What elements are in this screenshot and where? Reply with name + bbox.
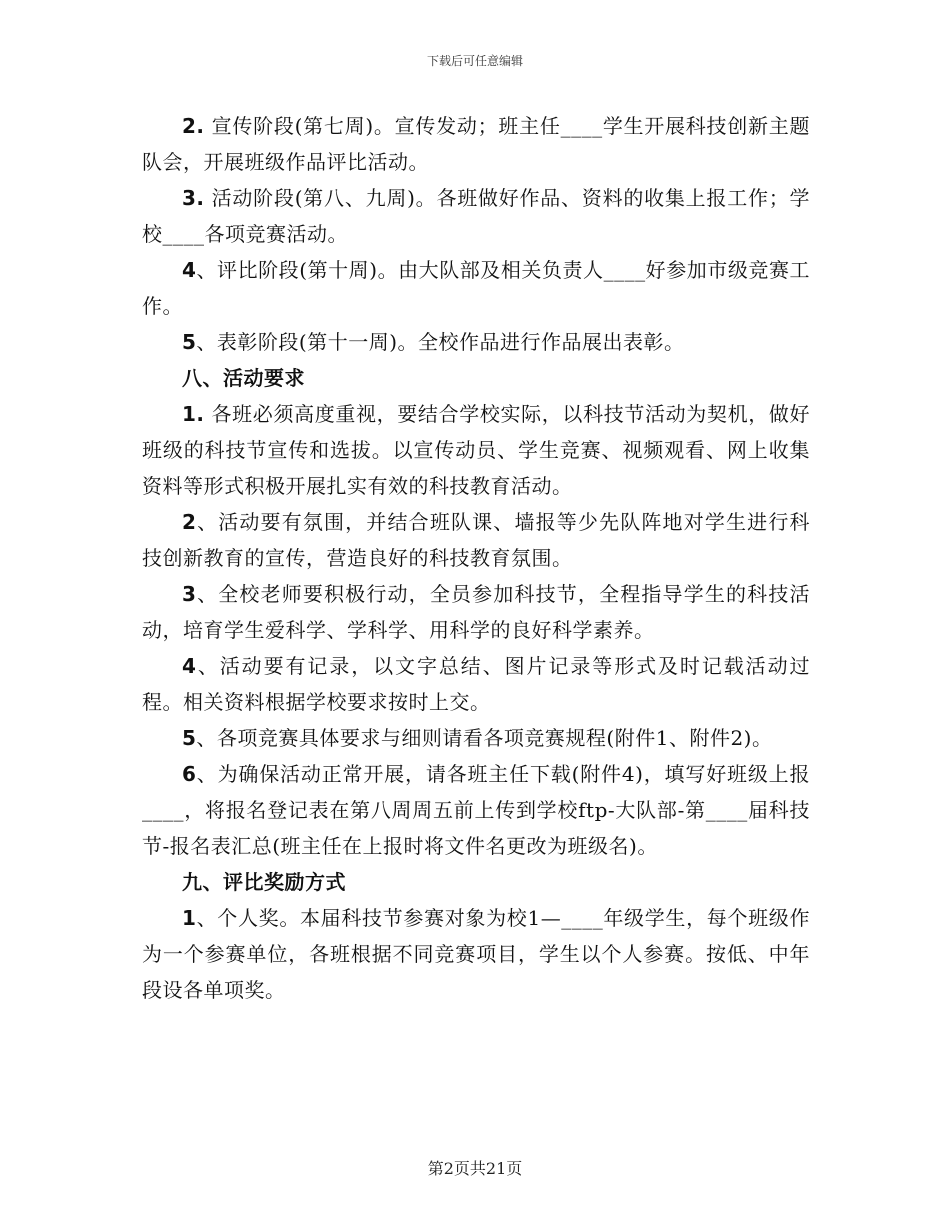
paragraph bbox=[142, 180, 810, 252]
paragraph bbox=[142, 900, 810, 1008]
section-heading: 九、评比奖励方式 bbox=[182, 870, 346, 894]
paragraph-text: 、活动要有记录，以文字总结、图片记录等形式及时记载活动过程。相关资料根据学校要求按时上交。 bbox=[142, 654, 810, 714]
paragraph-text: 宣传阶段(第七周)。宣传发动；班主任____学生开展科技创新主题队会，开展班级作品评比活动。 bbox=[142, 114, 810, 174]
item-number: 6 bbox=[182, 762, 197, 786]
item-number: 2 bbox=[182, 510, 197, 534]
paragraph bbox=[142, 648, 810, 720]
paragraph-text: 各班必须高度重视，要结合学校实际，以科技节活动为契机，做好班级的科技节宣传和选拔。以宣传动员、学生竞赛、视频观看、网上收集资料等形式积极开展扎实有效的科技教育活动。 bbox=[142, 402, 810, 498]
item-number: 3. bbox=[182, 186, 205, 210]
item-number: 2. bbox=[182, 114, 205, 138]
paragraph-text: 、评比阶段(第十周)。由大队部及相关负责人____好参加市级竞赛工作。 bbox=[142, 258, 810, 318]
item-number: 4 bbox=[182, 258, 197, 282]
paragraph-text: 、活动要有氛围，并结合班队课、墙报等少先队阵地对学生进行科技创新教育的宣传，营造良好的科技教育氛围。 bbox=[142, 510, 810, 570]
paragraph bbox=[142, 252, 810, 324]
item-number: 3 bbox=[182, 582, 197, 606]
section-heading: 八、活动要求 bbox=[182, 366, 305, 390]
paragraph-text: 活动阶段(第八、九周)。各班做好作品、资料的收集上报工作；学校____各项竞赛活动。 bbox=[142, 186, 810, 246]
paragraph bbox=[142, 396, 810, 504]
paragraph-text: 、表彰阶段(第十一周)。全校作品进行作品展出表彰。 bbox=[196, 330, 685, 354]
paragraph bbox=[142, 720, 810, 756]
item-number: 5 bbox=[182, 330, 197, 354]
page-header: 下载后可任意编辑 bbox=[426, 54, 523, 68]
paragraph bbox=[142, 324, 810, 360]
paragraph-text: 、全校老师要积极行动，全员参加科技节，全程指导学生的科技活动，培育学生爱科学、学科学、用科学的良好科学素养。 bbox=[142, 582, 810, 642]
page-footer: 第2页共21页 bbox=[427, 1159, 523, 1178]
paragraph bbox=[142, 756, 810, 864]
paragraph bbox=[142, 576, 810, 648]
item-number: 5 bbox=[182, 726, 197, 750]
item-number: 1. bbox=[182, 402, 205, 426]
paragraph-text: 、为确保活动正常开展，请各班主任下载(附件4)，填写好班级上报____，将报名登记表在第八周周五前上传到学校ftp-大队部-第____届科技节-报名表汇总(班主任在上报时将文件名更改为班级名)。 bbox=[142, 762, 810, 858]
item-number: 1 bbox=[182, 906, 197, 930]
paragraph bbox=[142, 504, 810, 576]
paragraph bbox=[142, 108, 810, 180]
paragraph-text: 、各项竞赛具体要求与细则请看各项竞赛规程(附件1、附件2)。 bbox=[196, 726, 773, 750]
document-body bbox=[142, 108, 810, 1008]
paragraph-text: 、个人奖。本届科技节参赛对象为校1—____年级学生，每个班级作为一个参赛单位，各班根据不同竞赛项目，学生以个人参赛。按低、中年段设各单项奖。 bbox=[142, 906, 810, 1002]
item-number: 4 bbox=[182, 654, 197, 678]
